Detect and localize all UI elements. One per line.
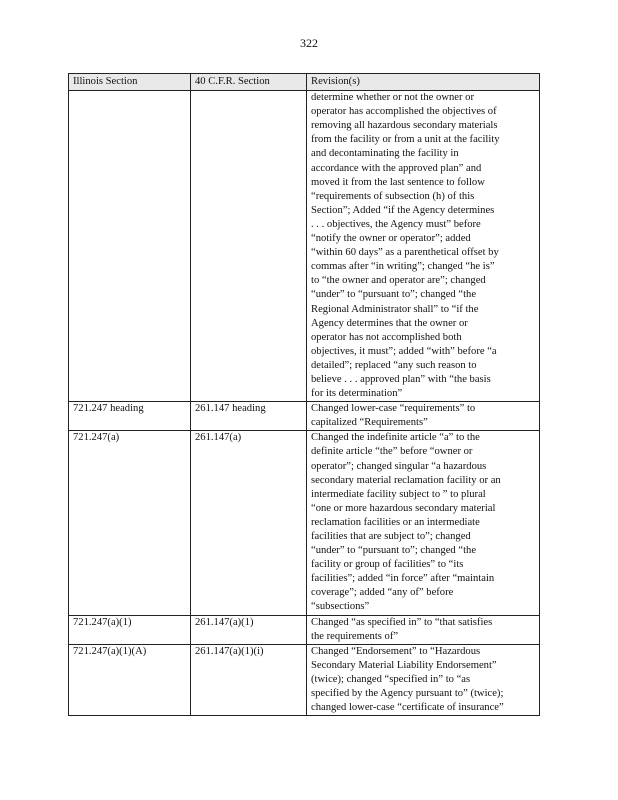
illinois-section-cell: 721.247(a)(1) [69,615,191,644]
cfr-section-cell: 261.147 heading [191,402,307,431]
header-illinois-section: Illinois Section [69,74,191,91]
table-header-row [69,74,540,91]
cfr-section-cell: 261.147(a)(1) [191,615,307,644]
page-number: 322 [300,36,318,50]
revision-cell: Changed the indefinite article “a” to the definite article “the” before “owner or operator”; changed singular “a hazardous secondary material reclamation facility or an intermediate facility subject to ” to plural “one or more hazardous secondary material reclamation facilities or an intermediate facilities that are subject to”; changed “under” to “pursuant to”; changed “the facility or group of facilities” to “its facilities”; added “in force” after “maintain coverage”; added “any of” before “subsections” [307,431,540,615]
table-row [69,91,540,402]
revision-cell: determine whether or not the owner or operator has accomplished the objectives of removing all hazardous secondary materials from the facility or from a unit at the facility and decontaminating the facility in accordance with the approved plan” and moved it from the last sentence to follow “requirements of subsection (h) of this Section”; Added “if the Agency determines . . . objectives, the Agency must” before “notify the owner or operator”; added “within 60 days” as a parenthetical offset by commas after “in writing”; changed “he is” to “the owner and operator are”; changed “under” to “pursuant to”; changed “the Regional Administrator shall” to “if the Agency determines that the owner or operator has not accomplished both objectives, it must”; added “with” before “a detailed”; replaced “any such reason to believe . . . approved plan” with “the basis for its determination” [307,91,540,402]
revision-cell: Changed lower-case “requirements” to capitalized “Requirements” [307,402,540,431]
illinois-section-cell [69,91,191,402]
table-row [69,615,540,644]
table-row [69,644,540,715]
cfr-section-cell: 261.147(a) [191,431,307,615]
table-row [69,402,540,431]
header-cfr-section: 40 C.F.R. Section [191,74,307,91]
revision-cell: Changed “Endorsement” to “Hazardous Secondary Material Liability Endorsement” (twice); changed “specified in” to “as specified by the Agency pursuant to” (twice); changed lower-case “certificate of insurance” [307,644,540,715]
illinois-section-cell: 721.247 heading [69,402,191,431]
cfr-section-cell: 261.147(a)(1)(i) [191,644,307,715]
illinois-section-cell: 721.247(a) [69,431,191,615]
table-row [69,431,540,615]
illinois-section-cell: 721.247(a)(1)(A) [69,644,191,715]
revisions-table [68,73,540,716]
cfr-section-cell [191,91,307,402]
revision-cell: Changed “as specified in” to “that satisfies the requirements of” [307,615,540,644]
header-revisions: Revision(s) [307,74,540,91]
